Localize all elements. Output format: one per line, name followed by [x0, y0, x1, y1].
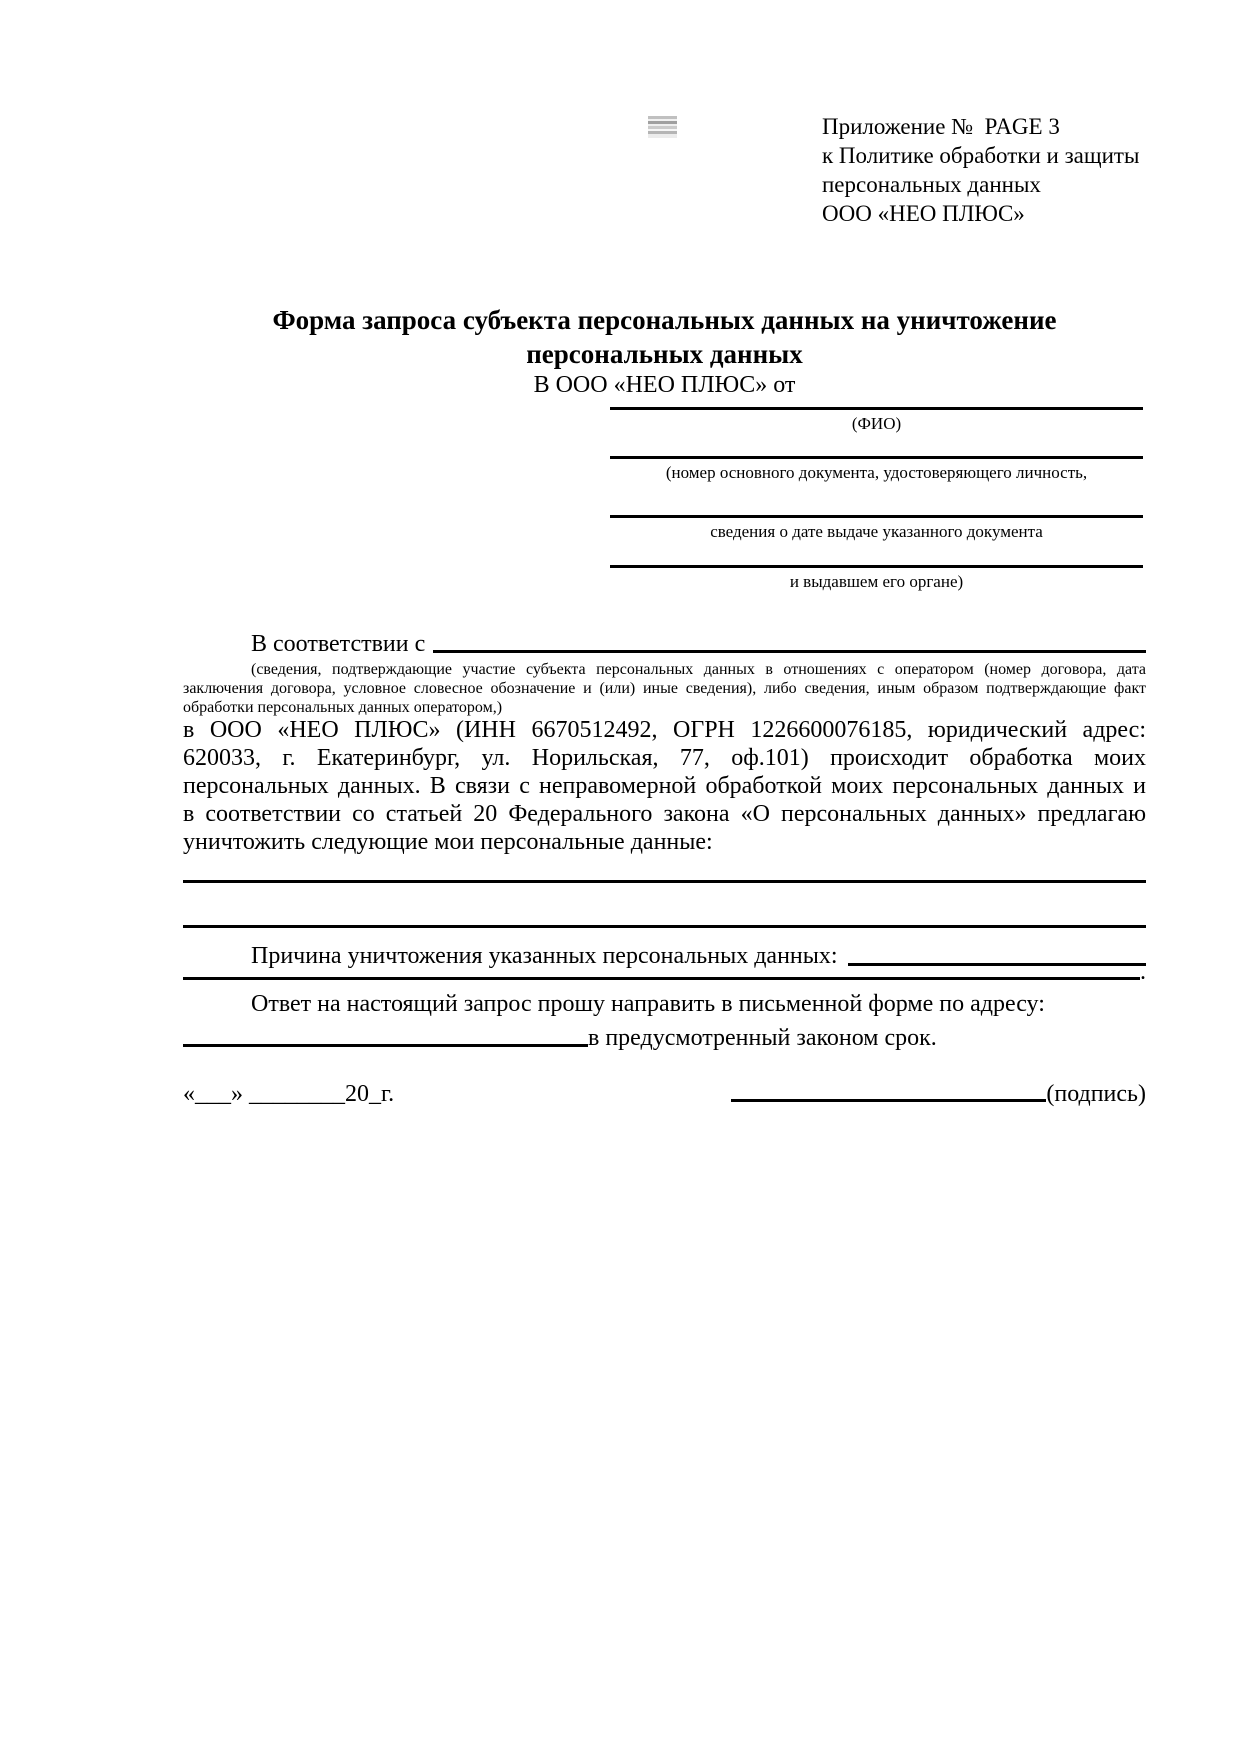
issue-date-blank-line[interactable]	[610, 515, 1143, 518]
document-number-field	[610, 456, 1143, 482]
response-address-blank-line[interactable]	[183, 1044, 588, 1047]
form-title	[183, 303, 1146, 371]
response-term-text: в предусмотренный законом срок.	[588, 1025, 937, 1051]
appendix-company-line: ООО «НЕО ПЛЮС»	[822, 201, 1025, 226]
signature-blank-line[interactable]	[731, 1099, 1046, 1102]
blurred-field-icon	[648, 116, 677, 138]
form-title-line2: персональных данных	[526, 339, 803, 369]
issuing-authority-field	[610, 565, 1143, 591]
accordance-prefix: В соответствии с	[251, 631, 426, 657]
reason-continuation-row	[183, 958, 1146, 986]
data-to-destroy-blank-line-1[interactable]	[183, 880, 1146, 883]
addressee-line: В ООО «НЕО ПЛЮС» от	[533, 372, 796, 398]
fio-field	[610, 407, 1143, 433]
body-line2: 620033, г. Екатеринбург, ул. Норильская, 77, оф.101) происходит обработка моих	[183, 745, 1146, 771]
fio-field-label: (ФИО)	[851, 414, 902, 433]
body-line4: в соответствии со статьей 20 Федерального закона «О персональных данных» предлагаю	[183, 801, 1146, 827]
accordance-row	[183, 626, 1146, 658]
body-line5: уничтожить следующие мои персональные данные:	[183, 829, 713, 855]
body-line1: в ООО «НЕО ПЛЮС» (ИНН 6670512492, ОГРН 1226600076185, юридический адрес:	[183, 717, 1146, 743]
response-address-row	[183, 1022, 1146, 1052]
signature-label: (подпись)	[1046, 1081, 1146, 1107]
date-signature-row	[183, 1076, 1146, 1108]
issue-date-field-label: сведения о дате выдаче указанного документа	[710, 522, 1043, 541]
appendix-number-line: Приложение № PAGE 3	[822, 114, 1060, 139]
reason-label: Причина уничтожения указанных персональных данных:	[251, 943, 838, 969]
body-line3: персональных данных. В связи с неправомерной обработкой моих персональных данных и	[183, 773, 1146, 799]
appendix-policy-line2: персональных данных	[822, 172, 1041, 197]
data-to-destroy-blank-line-2[interactable]	[183, 925, 1146, 928]
issuing-authority-blank-line[interactable]	[610, 565, 1143, 568]
appendix-header	[822, 112, 1139, 228]
body-paragraph	[183, 716, 1146, 856]
accordance-blank-line[interactable]	[433, 650, 1146, 653]
accordance-footnote	[183, 660, 1146, 717]
response-request-line: Ответ на настоящий запрос прошу направить в письменной форме по адресу:	[251, 991, 1045, 1017]
footnote-line3: обработки персональных данных оператором,)	[183, 699, 503, 716]
date-blank[interactable]: «___» ________20_г.	[183, 1081, 395, 1107]
document-number-blank-line[interactable]	[610, 456, 1143, 459]
fio-blank-line[interactable]	[610, 407, 1143, 410]
form-title-line1: Форма запроса субъекта персональных данных на уничтожение	[272, 305, 1057, 335]
document-number-field-label: (номер основного документа, удостоверяющего личность,	[665, 463, 1088, 482]
footnote-line1: (сведения, подтверждающие участие субъекта персональных данных в отношениях с оператором (номер договора, дата	[251, 661, 1146, 678]
appendix-policy-line: к Политике обработки и защиты	[822, 143, 1140, 168]
issuing-authority-field-label: и выдавшем его органе)	[789, 572, 964, 591]
reason-continuation-blank-line[interactable]	[183, 977, 1140, 980]
reason-period: .	[1140, 959, 1146, 985]
footnote-line2: заключения договора, условное словесное обозначение и (или) иные сведения), либо сведения, иным образом подтверждающие факт	[183, 680, 1146, 697]
issue-date-field	[610, 515, 1143, 541]
